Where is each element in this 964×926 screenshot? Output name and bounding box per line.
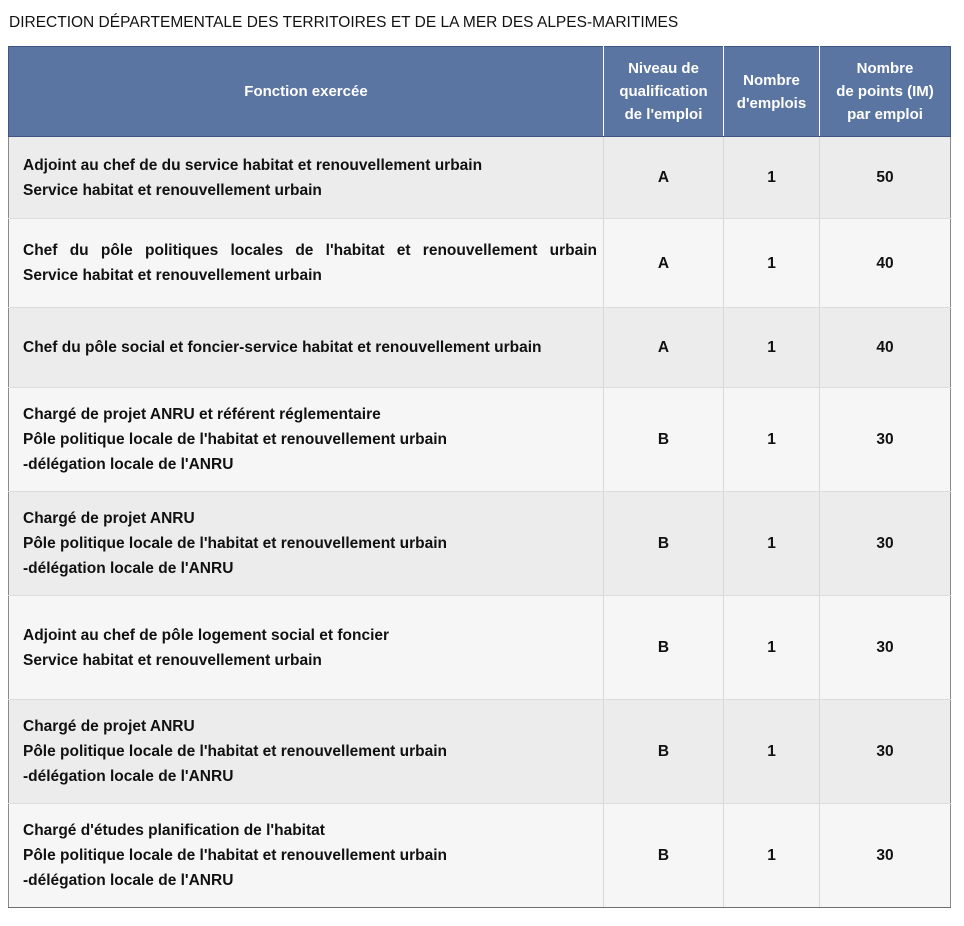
fonction-line: Adjoint au chef de du service habitat et renouvellement urbain (23, 156, 483, 174)
cell-niveau: A (604, 137, 724, 219)
header-niveau-line: Niveau de (628, 60, 699, 77)
table-row (9, 492, 951, 596)
cell-nombre: 1 (724, 137, 820, 219)
fonction-line: Chargé de projet ANRU et référent réglementaire (23, 406, 381, 423)
table-row (9, 308, 951, 388)
cell-fonction (9, 219, 604, 308)
fonction-line: Service habitat et renouvellement urbain (23, 267, 322, 284)
cell-fonction (9, 388, 604, 492)
fonction-line: Pôle politique locale de l'habitat et renouvellement urbain (23, 847, 447, 864)
cell-points: 30 (820, 492, 951, 596)
fonction-line: Chef du pôle social et foncier-service habitat et renouvellement urbain (23, 339, 542, 356)
page-title: DIRECTION DÉPARTEMENTALE DES TERRITOIRES ET DE LA MER DES ALPES-MARITIMES (9, 14, 679, 31)
fonction-line: Chargé de projet ANRU (23, 718, 195, 735)
fonction-line: -délégation locale de l'ANRU (23, 456, 234, 473)
table-header (9, 47, 951, 137)
header-niveau (604, 47, 724, 137)
fonction-line: Chargé d'études planification de l'habitat (23, 822, 325, 839)
table-body (9, 137, 951, 908)
header-nombre-line: d'emplois (736, 94, 807, 112)
cell-nombre: 1 (724, 219, 820, 308)
cell-points: 30 (820, 700, 951, 804)
cell-nombre: 1 (724, 596, 820, 700)
header-niveau-line: qualification (619, 83, 708, 100)
cell-fonction (9, 700, 604, 804)
header-fonction-label: Fonction exercée (244, 83, 368, 100)
cell-niveau: A (604, 219, 724, 308)
cell-points: 40 (820, 219, 951, 308)
fonction-line: Service habitat et renouvellement urbain (23, 181, 322, 199)
cell-fonction (9, 137, 604, 219)
fonction-line: Pôle politique locale de l'habitat et renouvellement urbain (23, 535, 447, 552)
fonction-line: Chef du pôle politiques locales de l'habitat et renouvellement urbain (23, 242, 597, 259)
positions-table (8, 46, 951, 908)
cell-niveau: B (604, 388, 724, 492)
cell-points: 40 (820, 308, 951, 388)
cell-points: 50 (820, 137, 951, 219)
table-row (9, 137, 951, 219)
table-row (9, 219, 951, 308)
fonction-line: -délégation locale de l'ANRU (23, 560, 234, 577)
cell-nombre: 1 (724, 492, 820, 596)
cell-niveau: B (604, 700, 724, 804)
cell-fonction (9, 492, 604, 596)
header-niveau-line: de l'emploi (624, 106, 703, 123)
cell-points: 30 (820, 596, 951, 700)
cell-niveau: B (604, 492, 724, 596)
header-nombre (724, 47, 820, 137)
cell-nombre: 1 (724, 308, 820, 388)
header-points-line: Nombre (856, 60, 914, 77)
fonction-line: Adjoint au chef de pôle logement social et foncier (23, 626, 390, 644)
fonction-line: Pôle politique locale de l'habitat et renouvellement urbain (23, 743, 447, 760)
header-points (820, 47, 951, 137)
cell-niveau: A (604, 308, 724, 388)
table-row (9, 388, 951, 492)
header-row (9, 47, 951, 137)
fonction-line: -délégation locale de l'ANRU (23, 872, 234, 889)
fonction-line: Service habitat et renouvellement urbain (23, 651, 322, 669)
cell-nombre: 1 (724, 388, 820, 492)
cell-points: 30 (820, 804, 951, 908)
fonction-line: Pôle politique locale de l'habitat et renouvellement urbain (23, 431, 447, 448)
cell-nombre: 1 (724, 804, 820, 908)
cell-fonction (9, 596, 604, 700)
header-fonction (9, 47, 604, 137)
table-row (9, 700, 951, 804)
table-row (9, 804, 951, 908)
header-nombre-line: Nombre (743, 71, 800, 89)
cell-niveau: B (604, 804, 724, 908)
cell-fonction (9, 308, 604, 388)
header-points-line: par emploi (847, 106, 923, 123)
cell-niveau: B (604, 596, 724, 700)
header-points-line: de points (IM) (836, 83, 934, 100)
cell-points: 30 (820, 388, 951, 492)
fonction-line: Chargé de projet ANRU (23, 510, 195, 527)
cell-fonction (9, 804, 604, 908)
table-row (9, 596, 951, 700)
fonction-line: -délégation locale de l'ANRU (23, 768, 234, 785)
cell-nombre: 1 (724, 700, 820, 804)
